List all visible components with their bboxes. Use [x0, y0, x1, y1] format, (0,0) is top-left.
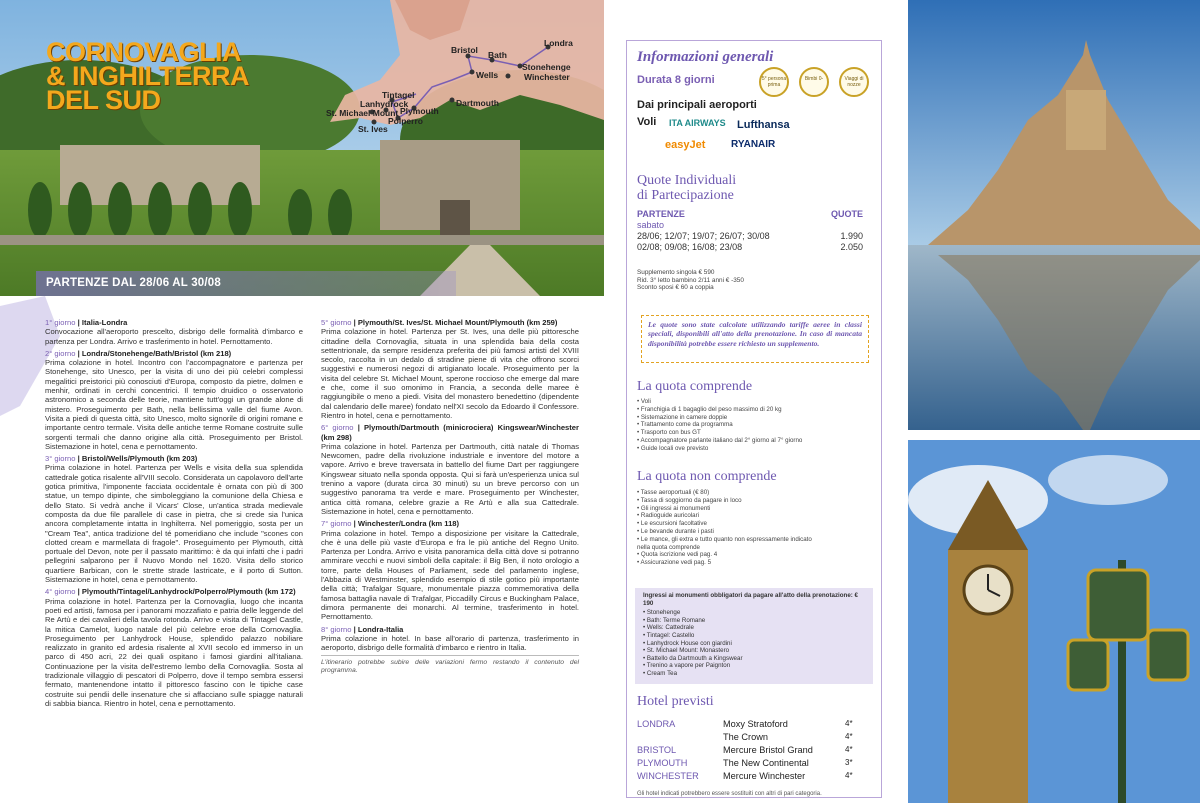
- price-table-header: PARTENZE QUOTE: [637, 209, 863, 219]
- list-item: • Trenino a vapore per Paignton: [643, 662, 731, 670]
- list-item: • Radioguide auricolari: [637, 512, 817, 520]
- day-7: 7° giorno | Winchester/Londra (km 118) Prima colazione in hotel. Tempo a disposizione per visitare la Cattedrale, che è una delle più vaste d'Europa e fra le più antiche del Regno Unito. Partenza per Londra. Arrivo e visita panoramica della città dove si potranno ammirare vecchi e nuovi simboli della capitale: il Big Ben, il noto orologio a torre, parte della Houses of Parliament, sede del parlamento inglese, l'Abbazia di Westminster, splendido esempio di stile gotico più importante della città; Trafalgar Square, monumentale piazza commemorativa della famosa battaglia navale di Trafalgar, Piccadilly Circus e Buckingham Palace, dimora permanente dei monarchi. Al termine, trasferimento in hotel. Pernottamento.: [321, 519, 579, 622]
- table-row: 28/06; 12/07; 19/07; 26/07; 30/08 1.990: [637, 231, 863, 241]
- title-line-2: & INGHILTERRA: [46, 61, 249, 91]
- hero-photo: [0, 0, 604, 296]
- list-item: • Cream Tea: [643, 669, 678, 677]
- hotel-row: The Crown 4*: [723, 732, 853, 742]
- partenze-band: PARTENZE DAL 28/06 AL 30/08: [36, 271, 456, 296]
- non-comprende-list: [637, 489, 817, 567]
- airline-logo-ita: ITA AIRWAYS: [669, 118, 726, 128]
- tariff-disclaimer: Le quote sono state calcolate utilizzando tariffe aeree in classi speciali, disponibili all'atto della prenotazione. In caso di mancata disponibilità potrebbe essere richiesto un supplemento.: [641, 315, 869, 363]
- map-label-bristol: Bristol: [451, 45, 478, 55]
- airline-logo-easyjet: easyJet: [665, 139, 706, 151]
- airline-logo-ryanair: RYANAIR: [731, 139, 776, 150]
- list-item: • Bath: Terme Romane: [643, 616, 706, 624]
- ingressi-box: [635, 588, 873, 684]
- list-item: • Franchigia di 1 bagaglio del peso massimo di 20 kg: [637, 406, 802, 414]
- hotel-row: PLYMOUTH The New Continental 3*: [637, 758, 853, 768]
- list-item: • Trattamento come da programma: [637, 421, 802, 429]
- day-1: 1° giorno | Italia-Londra Convocazione all'aeroporto prescelto, disbrigo delle formalità d'imbarco e partenza per Londra. Arrivo e trasferimento in hotel. Pernottamento.: [45, 318, 303, 346]
- info-title: Informazioni generali: [637, 49, 774, 65]
- list-item: • Tasse aeroportuali (€ 80): [637, 489, 817, 497]
- comprende-list: [637, 398, 802, 453]
- price-table-day: sabato: [637, 220, 665, 230]
- map-label-st-michael-mount: St. Michael Mount: [326, 108, 399, 118]
- big-ben-photo: [908, 440, 1200, 803]
- supplements-list: Supplemento singola € 590 Rid. 3° letto bambino 2/11 anni € -350 Sconto sposi € 60 a coppia: [637, 269, 744, 292]
- map-label-bath: Bath: [488, 50, 507, 60]
- mont-saint-michel-photo: [908, 0, 1200, 430]
- itinerary-column-2: [321, 318, 579, 678]
- list-item: • Tintagel: Castello: [643, 631, 695, 639]
- quote-title: Quote Individuali di Partecipazione: [637, 173, 737, 203]
- comprende-title: La quota comprende: [637, 379, 753, 394]
- day-8: 8° giorno | Londra-Italia Prima colazione in hotel. In base all'orario di partenza, trasferimento in aeroporto, disbrigo delle formalità d'imbarco e rientro in Italia.: [321, 624, 579, 653]
- list-item: • Voli: [637, 398, 802, 406]
- list-item: • Accompagnatore parlante italiano dal 2° giorno al 7° giorno: [637, 437, 802, 445]
- day-2: 2° giorno | Londra/Stonehenge/Bath/Bristol (km 218) Prima colazione in hotel. Incontro con l'accompagnatore e partenza per Stonehenge, sito Unesco, per la visita di uno dei più celebri complessi megalitici preistorici più conosciuti d'Europa, composto da pietre, dolmen e menhir, ordinati in cerchi concentrici. Il tempio druidico o osservatorio astronomico a seconda delle teorie, mantiene tutt'oggi un grande alone di mistero. Proseguimento per Bath, nella bellissima valle del fiume Avon. Visita a piedi di questa città, sito Unesco, molto signorile di origini romane e importante centro termale. Visita delle antiche terme Romane costruite sulle sorgenti termali che danno origine alla città. Proseguimento per Bristol. Sistemazione in hotel, cena e pernottamento.: [45, 348, 303, 451]
- day-5: 5° giorno | Plymouth/St. Ives/St. Michael Mount/Plymouth (km 259) Prima colazione in hotel. Partenza per St. Ives, una delle più pittoresche cittadine della Cornovaglia, situata in una splendida baia della costa settentrionale, da sempre residenza preferita dei più famosi artisti del XVIII secolo, raccolta in un dedalo di stradine piene di vita che offrono scorci suggestivi e numerosi negozi di artigianato locale. Proseguimento per la visita del celebre St. Michael Mount, sperone roccioso che emerge dal mare e che, come il suo omonimo in Francia, a seconda delle maree è raggiungibile o meno a piedi. Visita del monastero benedettino (dipendente dal calendario delle maree) fondato nell'XI secolo da Edoardo il Confessore. Rientro in hotel, cena e pernottamento.: [321, 318, 579, 420]
- hotel-row: LONDRA Moxy Stratoford 4*: [637, 719, 853, 729]
- seal-badge-icon: Viaggi di nozze: [839, 67, 869, 97]
- airline-logo-lufthansa: Lufthansa: [737, 119, 790, 131]
- map-label-dartmouth: Dartmouth: [456, 98, 499, 108]
- map-label-wells: Wells: [476, 70, 499, 80]
- voli-label: Voli: [637, 116, 657, 128]
- durata-label: Durata 8 giorni: [637, 74, 715, 86]
- list-item: • Sistemazione in camere doppie: [637, 414, 802, 422]
- price-table: [637, 209, 863, 253]
- map-label-londra: Londra: [544, 38, 573, 48]
- map-label-winchester: Winchester: [524, 72, 570, 82]
- seal-badge-icon: Bimbi 0-: [799, 67, 829, 97]
- day-4: 4° giorno | Plymouth/Tintagel/Lanhydrock/Polperro/Plymouth (km 172) Prima colazione in hotel. Partenza per la Cornovaglia, luogo che incanta poeti ed artisti, famosa per i panorami mozzafiato e patria delle leggende del Re Artù e dei cavalieri della tavola rotonda. Arrivo e visita di Tintagel Castle, la mitica Camelot, luogo natale del più celebre eroe della Cornovaglia. Proseguimento per Lanhydrock House, splendido palazzo nobiliare realizzato in granito ed ardesia risalente al XVII secolo ed immerso in un parco di 450 acri, 22 dei quali ospitano i famosi giardini all'italiana. Continuazione per la visita dell'estremo lembo della Cornovaglia. Sosta al tradizionale villaggio di pescatori di Polperro, dove il tempo sembra essersi fermato, mantenendone intatto il pittoresco fascino con le tipiche case costruite sui pendii delle insenature che si affacciano sulle spiagge naturali di sabbia bianca. Rientro in hotel, cena e pernottamento.: [45, 587, 303, 708]
- list-item: • Tassa di soggiorno da pagare in loco: [637, 497, 817, 505]
- aeroporti-label: Dai principali aeroporti: [637, 99, 757, 111]
- day-6: 6° giorno | Plymouth/Dartmouth (minicrociera) Kingswear/Winchester (km 298) Prima colazione in hotel. Partenza per Dartmouth, città natale di Thomas Newcomen, padre della rivoluzione industriale e inventore del motore a vapore. Arrivo e breve traversata in battello del fiume Dart per raggiungere Kingswear situato nella sponda opposta. Qui si farà un'esperienza unica sul trenino a vapore (durata circa 30 minuti) su un breve percorso con un suggestivo panorama tra verde e mare. Proseguimento per Winchester, antica città romana, celebre grazie a Re Artù e alla sua Cattedrale. Sistemazione in hotel, cena e pernottamento.: [321, 423, 579, 516]
- map-label-polperro: Polperro: [388, 116, 423, 126]
- table-row: 02/08; 09/08; 16/08; 23/08 2.050: [637, 242, 863, 252]
- title-line-1: CORNOVAGLIA: [46, 37, 241, 67]
- map-label-stonehenge: Stonehenge: [522, 62, 571, 72]
- non-comprende-title: La quota non comprende: [637, 469, 777, 484]
- list-item: • Wells: Cattedrale: [643, 624, 694, 632]
- list-item: • Le escursioni facoltative: [637, 520, 817, 528]
- map-label-lanhydrock: Lanhydrock: [360, 99, 409, 109]
- seal-badge-icon: 5° persona prima: [759, 67, 789, 97]
- page-title: [46, 37, 249, 115]
- info-box: [626, 40, 882, 798]
- list-item: • Stonehenge: [643, 609, 681, 617]
- list-item: • Le mance, gli extra e tutto quanto non espressamente indicato nella quota comprende: [637, 536, 817, 552]
- map-label-st-ives: St. Ives: [358, 124, 388, 134]
- list-item: • Assicurazione vedi pag. 5: [637, 559, 817, 567]
- list-item: • Trasporto con bus GT: [637, 429, 802, 437]
- list-item: • Quota iscrizione vedi pag. 4: [637, 551, 817, 559]
- list-item: • Guide locali ove previsto: [637, 445, 802, 453]
- hotel-row: WINCHESTER Mercure Winchester 4*: [637, 771, 853, 781]
- list-item: • Lanhydrock House con giardini: [643, 639, 732, 647]
- map-label-tintagel: Tintagel: [382, 90, 415, 100]
- list-item: • Le bevande durante i pasti: [637, 528, 817, 536]
- list-item: • St. Michael Mount: Monastero: [643, 647, 730, 655]
- map-label-plymouth: Plymouth: [400, 106, 439, 116]
- hotel-row: BRISTOL Mercure Bristol Grand 4*: [637, 745, 853, 755]
- hotel-title: Hotel previsti: [637, 694, 714, 709]
- itinerary-note: L'itinerario potrebbe subire delle variazioni fermo restando il contenuto del programma.: [321, 655, 579, 675]
- hotel-note: Gli hotel indicati potrebbero essere sostituiti con altri di pari categoria.: [637, 791, 822, 797]
- title-line-3: DEL SUD: [46, 85, 161, 115]
- list-item: • Gli ingressi ai monumenti: [637, 505, 817, 513]
- list-item: • Battello da Dartmouth a Kingswear: [643, 654, 743, 662]
- ingressi-title: Ingressi ai monumenti obbligatori da pagare all'atto della prenotazione: € 190: [643, 592, 858, 607]
- itinerary-column-1: [45, 318, 303, 711]
- day-3: 3° giorno | Bristol/Wells/Plymouth (km 203) Prima colazione in hotel. Partenza per Wells e visita della sua splendida cattedrale gotica risalente all'VIII secolo. Considerata un capolavoro dell'arte gotica primitiva, l'imponente facciata occidentale è ornata con più di 300 statue, un tempo dipinte, che simboleggiano la comunione della Chiesa e dello Stato. Si vedrà anche il Vicars' Close, un'antica strada medievale composta da due file parallele di case in pietra, che si crede sia l'unica ancora completamente intatta in Inghilterra. Nel pomeriggio, sosta per un "Cream Tea", antica tradizione del té pomeridiano che include "scones con clotted cream e marmellata di fragole". Proseguimento per Plymouth, città portuale del Devon, note per il passato marittimo: è da qui infatti che i padri pellegrini salparono per il Nuovo Mondo nel 1620. Visita dello storico quartiere Barbican, con le strette strade lastricate, e il porto di Sutton. Sistemazione in hotel, cena e pernottamento.: [45, 454, 303, 585]
